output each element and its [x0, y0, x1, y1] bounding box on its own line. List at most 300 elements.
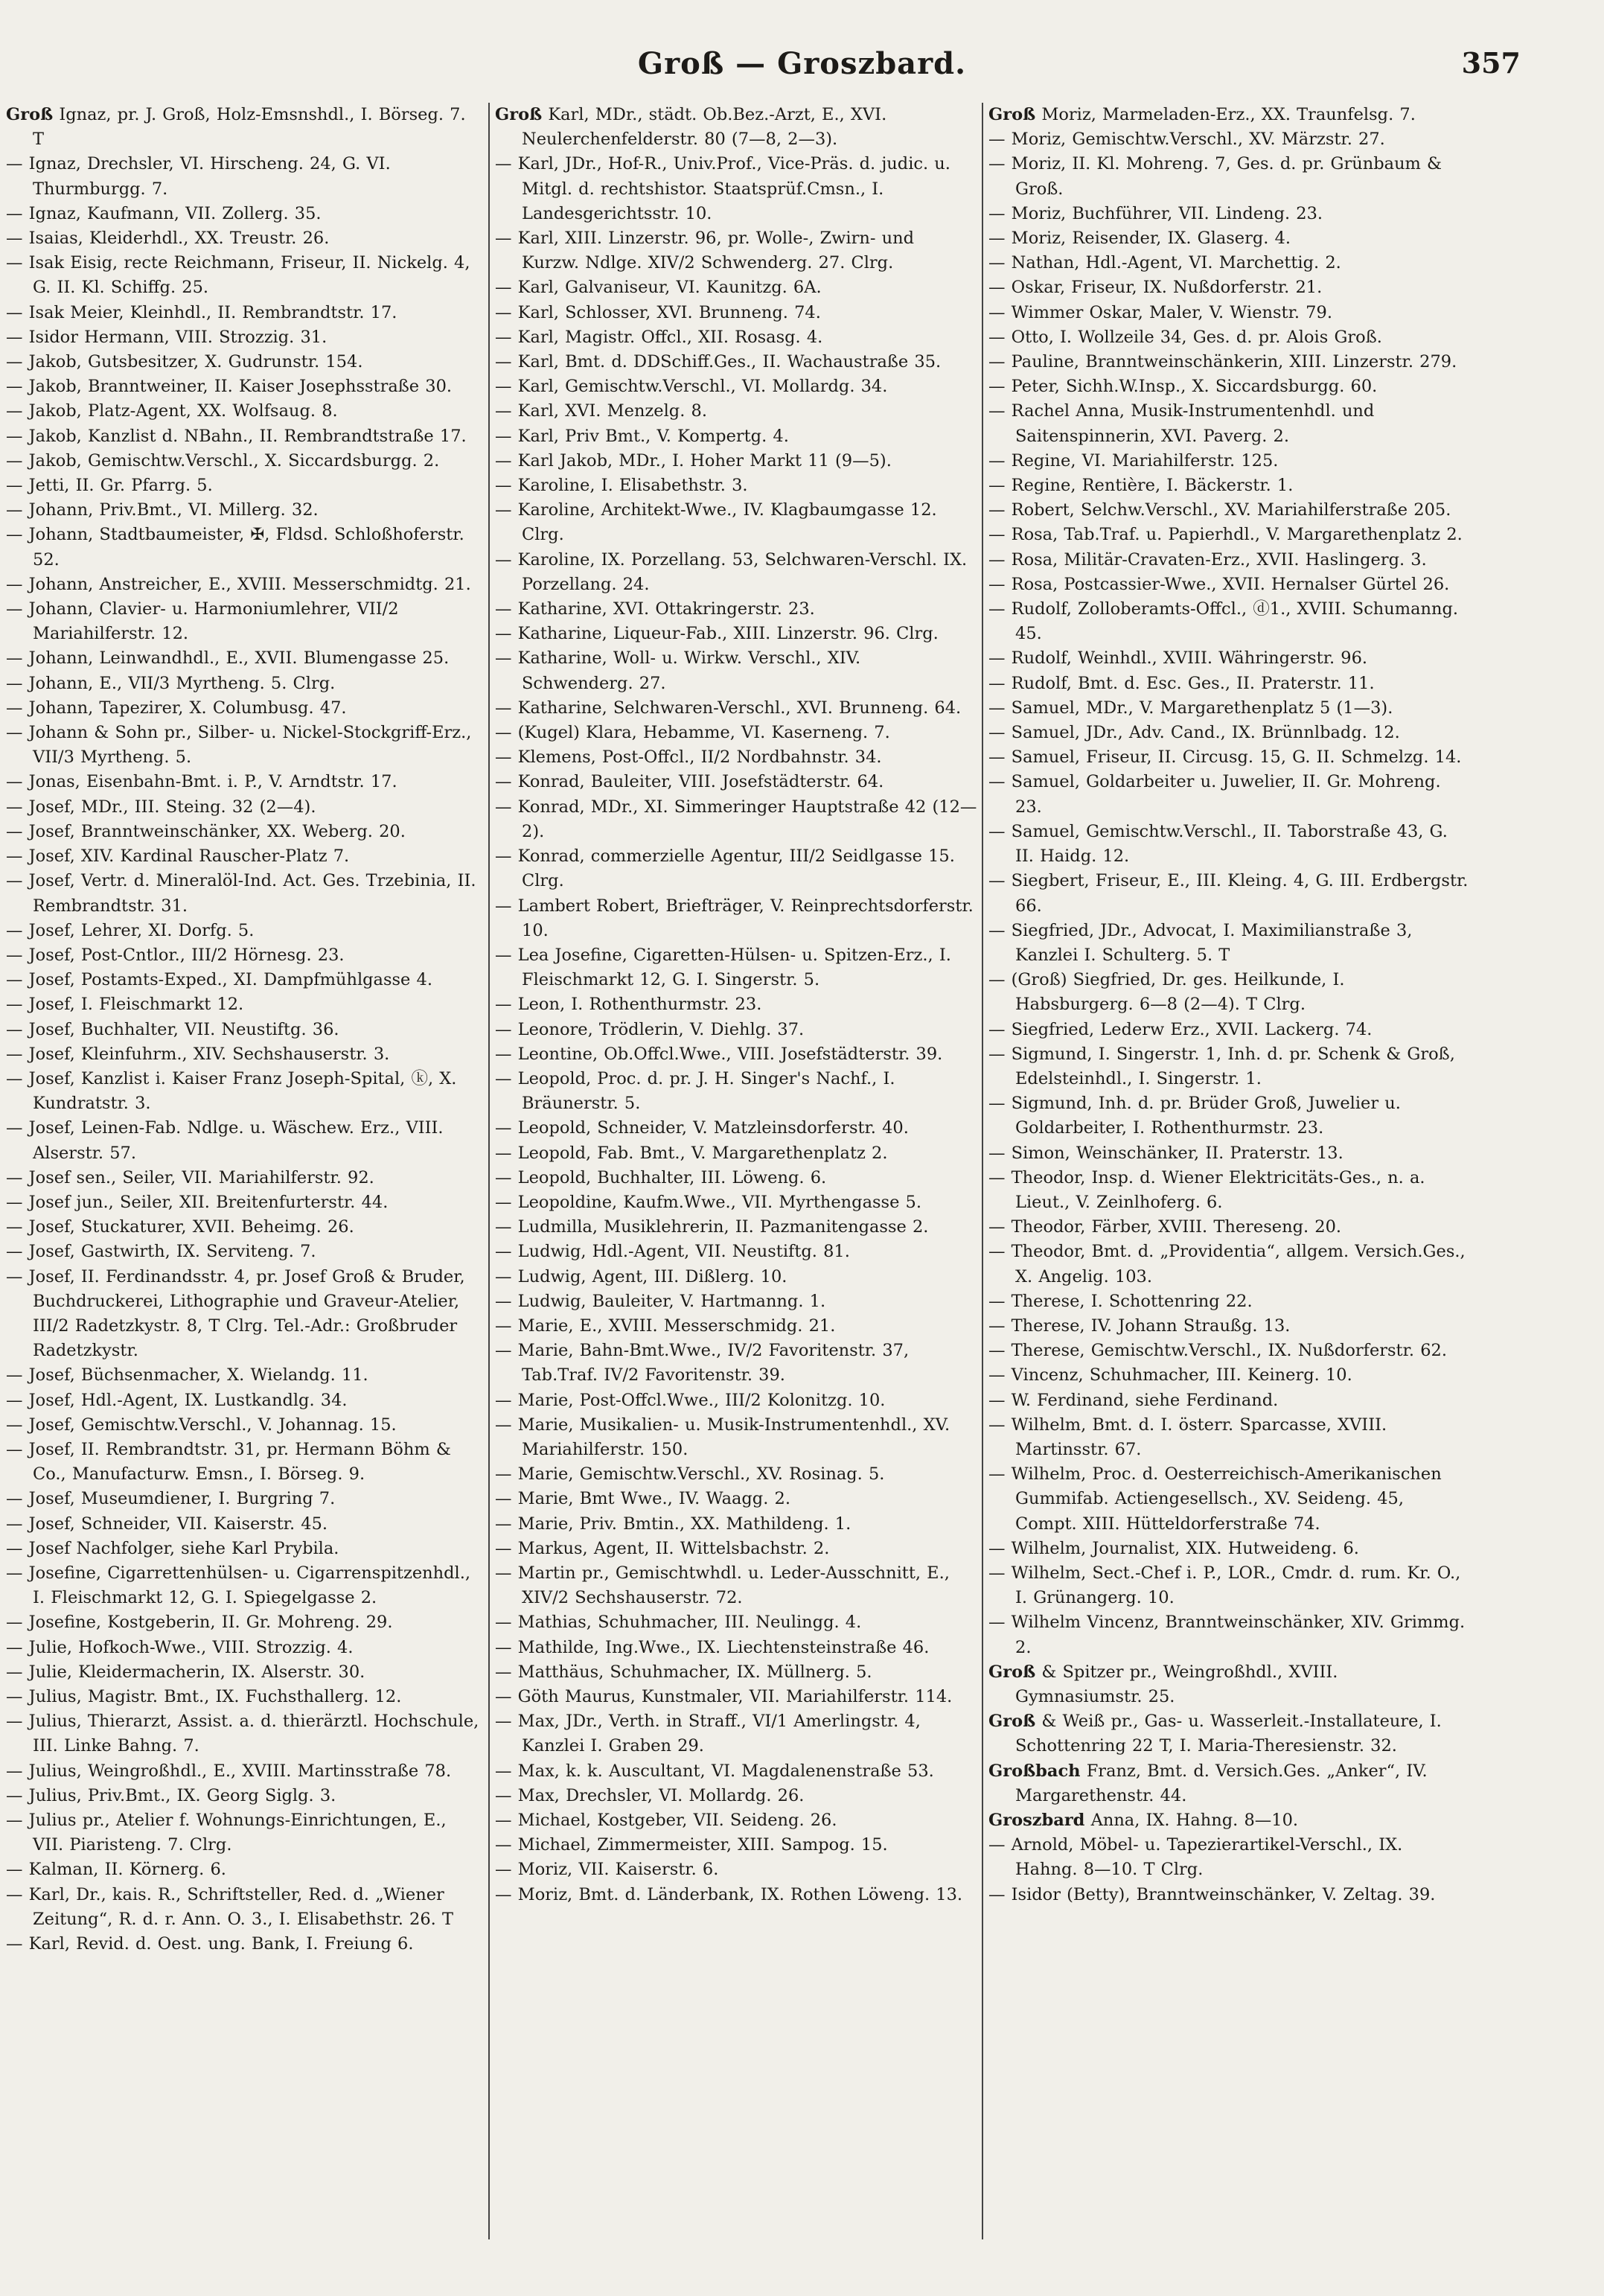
directory-entry: [495, 1784, 977, 1808]
entry-text: — Josef, Büchsenmacher, X. Wielandg. 11.: [6, 1365, 368, 1385]
directory-entry: [495, 1487, 977, 1511]
directory-column-1: [6, 103, 482, 2247]
directory-entry: [6, 795, 482, 820]
directory-entry: [6, 597, 482, 646]
directory-entry: [495, 301, 977, 325]
column-divider: [488, 103, 490, 2239]
entry-text: — Johann, E., VII/3 Myrtheng. 5. Clrg.: [6, 673, 336, 693]
directory-entry: [6, 1265, 482, 1364]
entry-text: — Therese, I. Schottenring 22.: [988, 1291, 1253, 1311]
directory-entry: [6, 1018, 482, 1042]
entry-text: — W. Ferdinand, siehe Ferdinand.: [988, 1390, 1279, 1410]
directory-entry: [988, 473, 1469, 498]
entry-text: — Regine, Rentière, I. Bäckerstr. 1.: [988, 476, 1294, 496]
entry-text: — Julius, Weingroßhdl., E., XVIII. Martinsstraße 78.: [6, 1761, 452, 1781]
directory-entry: [6, 820, 482, 844]
entry-text: — Siegfried, Lederw Erz., XVII. Lackerg. 74.: [988, 1019, 1373, 1039]
directory-entry: [988, 498, 1469, 523]
directory-entry: [6, 498, 482, 523]
entry-text: — Isak Meier, Kleinhdl., II. Rembrandtstr. 17.: [6, 302, 397, 322]
entry-surname: Groß: [988, 1712, 1036, 1732]
entry-text: — Karl, XIII. Linzerstr. 96, pr. Wolle-, Zwirn- und Kurzw. Ndlge. XIV/2 Schwenderg. 27. Clrg.: [495, 229, 915, 273]
directory-entry: [6, 1067, 482, 1116]
directory-entry: [495, 1610, 977, 1635]
entry-text: — Marie, E., XVIII. Messerschmidg. 21.: [495, 1316, 836, 1336]
entry-text: — Theodor, Färber, XVIII. Thereseng. 20.: [988, 1217, 1342, 1237]
entry-text: — Rosa, Postcassier-Wwe., XVII. Hernalser Gürtel 26.: [988, 574, 1450, 594]
entry-surname: Groß: [988, 1662, 1036, 1682]
entry-text: — Matthäus, Schuhmacher, IX. Müllnerg. 5.: [495, 1662, 872, 1682]
directory-entry: [495, 1215, 977, 1240]
directory-entry: [6, 721, 482, 770]
directory-entry: [6, 968, 482, 992]
directory-entry: [988, 1883, 1469, 1907]
directory-entry: [495, 1709, 977, 1758]
directory-entry: [495, 844, 977, 893]
entry-text: — Moriz, Buchführer, VII. Lindeng. 23.: [988, 203, 1323, 223]
entry-text: — Leopold, Fab. Bmt., V. Margarethenplatz 2.: [495, 1143, 888, 1163]
entry-text: — Isak Eisig, recte Reichmann, Friseur, II. Nickelg. 4, G. II. Kl. Schiffg. 25.: [6, 253, 470, 298]
entry-text: — Leonore, Trödlerin, V. Diehlg. 37.: [495, 1019, 805, 1039]
entry-text: Franz, Bmt. d. Versich.Ges. „Anker“, IV. Margarethenstr. 44.: [1015, 1761, 1428, 1805]
directory-entry: [495, 1166, 977, 1190]
directory-entry: [988, 672, 1469, 696]
entry-text: — Martin pr., Gemischtwhdl. u. Leder-Ausschnitt, E., XIV/2 Sechshauserstr. 72.: [495, 1563, 950, 1608]
directory-entry: [495, 1141, 977, 1166]
directory-entry: [6, 1042, 482, 1067]
entry-text: — Katharine, Woll- u. Wirkw. Verschl., XIV. Schwenderg. 27.: [495, 648, 861, 693]
directory-entry: [495, 1265, 977, 1289]
directory-entry: [988, 1561, 1469, 1610]
entry-text: — Rudolf, Bmt. d. Esc. Ges., II. Praterstr. 11.: [988, 673, 1375, 693]
entry-text: — Wilhelm Vincenz, Branntweinschänker, XIV. Grimmg. 2.: [988, 1613, 1466, 1657]
entry-text: — Moriz, Reisender, IX. Glaserg. 4.: [988, 229, 1291, 249]
entry-text: — Wilhelm, Journalist, XIX. Hutweideng. 6.: [988, 1538, 1359, 1558]
entry-text: — Josef, Leinen-Fab. Ndlge. u. Wäschew. Erz., VIII. Alserstr. 57.: [6, 1118, 444, 1163]
directory-entry: [6, 523, 482, 572]
directory-entry: [6, 1709, 482, 1758]
directory-entry: [495, 745, 977, 770]
entry-text: — Max, k. k. Auscultant, VI. Magdalenenstraße 53.: [495, 1761, 934, 1781]
directory-entry: [988, 1339, 1469, 1363]
entry-text: — Karl, XVI. Menzelg. 8.: [495, 401, 707, 421]
entry-text: — Robert, Selchw.Verschl., XV. Mariahilferstraße 205.: [988, 500, 1451, 520]
entry-text: — Jonas, Eisenbahn-Bmt. i. P., V. Arndtstr. 17.: [6, 772, 397, 792]
entry-text: — Karl, Bmt. d. DDSchiff.Ges., II. Wachaustraße 35.: [495, 352, 942, 372]
entry-text: — Konrad, commerzielle Agentur, III/2 Seidlgasse 15. Clrg.: [495, 846, 955, 891]
entry-text: — Leopoldine, Kaufm.Wwe., VII. Myrthengasse 5.: [495, 1192, 922, 1212]
directory-entry: [6, 1438, 482, 1487]
directory-entry: [495, 1339, 977, 1388]
directory-entry: [495, 622, 977, 646]
directory-entry: [988, 226, 1469, 251]
directory-entry: [6, 1883, 482, 1932]
directory-entry: [495, 1067, 977, 1116]
directory-entry: [988, 1018, 1469, 1042]
directory-entry: [495, 770, 977, 794]
directory-entry: [6, 696, 482, 721]
directory-entry: [495, 1883, 977, 1907]
entry-surname: Groszbard: [988, 1811, 1085, 1831]
entry-text: — Sigmund, Inh. d. pr. Brüder Groß, Juwelier u. Goldarbeiter, I. Rothenthurmstr. 23.: [988, 1094, 1401, 1138]
entry-text: — Isaias, Kleiderhdl., XX. Treustr. 26.: [6, 229, 330, 249]
directory-entry: [6, 449, 482, 473]
directory-entry: [6, 473, 482, 498]
directory-entry: [495, 473, 977, 498]
entry-text: — Ignaz, Kaufmann, VII. Zollerg. 35.: [6, 203, 322, 223]
directory-column-2: [495, 103, 977, 2247]
directory-entry: [6, 1932, 482, 1957]
directory-entry: [988, 1042, 1469, 1091]
entry-text: — Samuel, Friseur, II. Circusg. 15, G. II. Schmelzg. 14.: [988, 747, 1462, 768]
entry-text: — Marie, Bahn-Bmt.Wwe., IV/2 Favoritenstr. 37, Tab.Traf. IV/2 Favoritenstr. 39.: [495, 1341, 910, 1385]
entry-text: — Rudolf, Weinhdl., XVIII. Währingerstr. 96.: [988, 648, 1368, 669]
directory-entry: [495, 548, 977, 597]
directory-entry: [988, 523, 1469, 547]
directory-entry: [495, 498, 977, 547]
entry-text: — Theodor, Bmt. d. „Providentia“, allgem. Versich.Ges., X. Angelig. 103.: [988, 1242, 1466, 1286]
entry-text: — Karl, Revid. d. Oest. ung. Bank, I. Freiung 6.: [6, 1934, 414, 1954]
directory-entry: [495, 1190, 977, 1215]
directory-entry: [6, 350, 482, 374]
directory-entry: [6, 424, 482, 449]
entry-text: — Josefine, Kostgeberin, II. Gr. Mohreng. 29.: [6, 1613, 393, 1633]
entry-text: — Samuel, MDr., V. Margarethenplatz 5 (1—3).: [988, 698, 1393, 718]
entry-text: — (Groß) Siegfried, Dr. ges. Heilkunde, I. Habsburgerg. 6—8 (2—4). T Clrg.: [988, 970, 1345, 1015]
entry-text: — Marie, Musikalien- u. Musik-Instrumentenhdl., XV. Mariahilferstr. 150.: [495, 1415, 950, 1459]
entry-text: — Marie, Gemischtw.Verschl., XV. Rosinag. 5.: [495, 1464, 885, 1485]
entry-text: — Sigmund, I. Singerstr. 1, Inh. d. pr. Schenk & Groß, Edelsteinhdl., I. Singerstr. 1.: [988, 1044, 1455, 1088]
directory-entry: [495, 1857, 977, 1882]
entry-text: — Max, Drechsler, VI. Mollardg. 26.: [495, 1785, 805, 1805]
directory-entry: [495, 597, 977, 622]
entry-text: — Siegfried, JDr., Advocat, I. Maximilianstraße 3, Kanzlei I. Schulterg. 5. T: [988, 920, 1413, 965]
entry-text: — Johann, Tapezirer, X. Columbusg. 47.: [6, 698, 347, 718]
directory-entry: [6, 672, 482, 696]
entry-text: — Oskar, Friseur, IX. Nußdorferstr. 21.: [988, 278, 1323, 298]
directory-entry: [495, 350, 977, 374]
directory-entry: [495, 1636, 977, 1660]
directory-entry: [495, 1833, 977, 1857]
directory-entry: [6, 1116, 482, 1165]
directory-entry: [988, 1610, 1469, 1659]
column-divider: [982, 103, 983, 2239]
directory-entry: [988, 251, 1469, 275]
entry-text: — (Kugel) Klara, Hebamme, VI. Kaserneng. 7.: [495, 723, 890, 743]
entry-text: — Josef, II. Ferdinandsstr. 4, pr. Josef Groß & Bruder, Buchdruckerei, Lithographie und Graveur-Atelier, III/2 Radetzkystr. 8, T Clrg. Tel.-Adr.: Großbruder Radetzkystr.: [6, 1266, 465, 1361]
entry-text: — Samuel, Goldarbeiter u. Juwelier, II. Gr. Mohreng. 23.: [988, 772, 1441, 817]
directory-entry: [988, 399, 1469, 448]
directory-entry: [988, 1709, 1469, 1758]
directory-entry: [495, 226, 977, 275]
directory-entry: [6, 770, 482, 794]
entry-text: — Julius, Priv.Bmt., IX. Georg Siglg. 3.: [6, 1785, 336, 1805]
entry-text: Anna, IX. Hahng. 8—10.: [1084, 1811, 1299, 1831]
directory-entry: [988, 770, 1469, 819]
entry-text: — Josef, Buchhalter, VII. Neustiftg. 36.: [6, 1019, 339, 1039]
entry-text: — Josef, MDr., III. Steing. 32 (2—4).: [6, 797, 316, 817]
entry-text: & Weiß pr., Gas- u. Wasserleit.-Installateure, I. Schottenring 22 T, I. Maria-Theresienstr. 32.: [1015, 1712, 1442, 1756]
directory-entry: [6, 1561, 482, 1610]
entry-text: — Moriz, Bmt. d. Länderbank, IX. Rothen Löweng. 13.: [495, 1884, 963, 1904]
directory-entry: [988, 820, 1469, 869]
entry-text: — Josef, Hdl.-Agent, IX. Lustkandlg. 34.: [6, 1390, 348, 1410]
directory-entry: [6, 251, 482, 300]
directory-entry: [988, 869, 1469, 918]
directory-entry: [495, 1660, 977, 1685]
directory-entry: [495, 1042, 977, 1067]
entry-text: — Jakob, Gutsbesitzer, X. Gudrunstr. 154.: [6, 352, 363, 372]
directory-entry: [988, 1240, 1469, 1289]
directory-entry: [495, 1413, 977, 1462]
entry-text: — Josef, Stuckaturer, XVII. Beheimg. 26.: [6, 1217, 354, 1237]
entry-text: — Johann, Priv.Bmt., VI. Millerg. 32.: [6, 500, 319, 520]
running-head: Groß — Groszbard.: [637, 46, 967, 81]
entry-text: — Josef, Museumdiener, I. Burgring 7.: [6, 1489, 336, 1509]
directory-entry: [988, 350, 1469, 374]
entry-text: — Karl Jakob, MDr., I. Hoher Markt 11 (9—5).: [495, 450, 892, 471]
directory-entry: [6, 1240, 482, 1264]
entry-text: Ignaz, pr. J. Groß, Holz-Emsnshdl., I. Börseg. 7. T: [33, 105, 466, 150]
entry-text: — Julius, Magistr. Bmt., IX. Fuchsthallerg. 12.: [6, 1687, 402, 1706]
directory-entry: [988, 1833, 1469, 1882]
entry-text: — Kalman, II. Körnerg. 6.: [6, 1860, 226, 1880]
directory-entry: [988, 646, 1469, 671]
directory-entry: [988, 1462, 1469, 1537]
directory-entry: [6, 1610, 482, 1635]
entry-text: — Samuel, Gemischtw.Verschl., II. Taborstraße 43, G. II. Haidg. 12.: [988, 821, 1448, 867]
directory-entry: [495, 721, 977, 745]
directory-entry: [6, 844, 482, 869]
entry-text: — Julie, Hofkoch-Wwe., VIII. Strozzig. 4.: [6, 1637, 354, 1657]
entry-text: — Göth Maurus, Kunstmaler, VII. Mariahilferstr. 114.: [495, 1687, 953, 1706]
entry-text: — Isidor (Betty), Branntweinschänker, V. Zeltag. 39.: [988, 1884, 1436, 1904]
entry-text: — Josef jun., Seiler, XII. Breitenfurterstr. 44.: [6, 1192, 389, 1212]
entry-text: — Mathias, Schuhmacher, III. Neulingg. 4.: [495, 1613, 862, 1633]
entry-text: — Josef, Vertr. d. Mineralöl-Ind. Act. Ges. Trzebinia, II. Rembrandtstr. 31.: [6, 871, 476, 916]
entry-text: — Johann, Stadtbaumeister, ✠, Fldsd. Schloßhoferstr. 52.: [6, 525, 464, 570]
entry-text: — Leopold, Buchhalter, III. Löweng. 6.: [495, 1167, 827, 1187]
entry-text: — Josef, XIV. Kardinal Rauscher-Platz 7.: [6, 846, 350, 867]
directory-entry: [6, 573, 482, 597]
entry-text: — Katharine, XVI. Ottakringerstr. 23.: [495, 599, 815, 619]
directory-entry: [988, 696, 1469, 721]
entry-text: — Rudolf, Zolloberamts-Offcl., ⓓ1., XVIII. Schumanng. 45.: [988, 599, 1459, 644]
entry-text: — Karoline, I. Elisabethstr. 3.: [495, 476, 748, 496]
entry-text: — Josef, Postamts-Exped., XI. Dampfmühlgasse 4.: [6, 970, 432, 990]
directory-entry: [6, 992, 482, 1017]
entry-text: — Jakob, Gemischtw.Verschl., X. Siccardsburgg. 2.: [6, 450, 440, 471]
directory-entry: [988, 1537, 1469, 1561]
directory-entry: [988, 103, 1469, 127]
entry-text: — Johann, Anstreicher, E., XVIII. Messerschmidtg. 21.: [6, 574, 471, 594]
directory-entry: [988, 1141, 1469, 1166]
entry-text: — Julius pr., Atelier f. Wohnungs-Einrichtungen, E., VII. Piaristeng. 7. Clrg.: [6, 1811, 447, 1855]
directory-entry: [6, 1215, 482, 1240]
directory-entry: [495, 275, 977, 300]
directory-entry: [6, 919, 482, 943]
entry-text: — Josef, Lehrer, XI. Dorfg. 5.: [6, 920, 255, 940]
directory-entry: [495, 795, 977, 844]
entry-text: — Theodor, Insp. d. Wiener Elektricitäts-Ges., n. a. Lieut., V. Zeinlhoferg. 6.: [988, 1167, 1425, 1212]
directory-entry: [495, 1561, 977, 1610]
directory-entry: [495, 1512, 977, 1537]
directory-entry: [495, 1314, 977, 1339]
entry-text: — Josef, Kleinfuhrm., XIV. Sechshauserstr. 3.: [6, 1044, 390, 1064]
directory-entry: [495, 1808, 977, 1833]
entry-text: — Vincenz, Schuhmacher, III. Keinerg. 10.: [988, 1365, 1352, 1385]
entry-text: — Pauline, Branntweinschänkerin, XIII. Linzerstr. 279.: [988, 352, 1457, 372]
entry-text: — Peter, Sichh.W.Insp., X. Siccardsburgg. 60.: [988, 377, 1378, 397]
entry-surname: Großbach: [988, 1761, 1081, 1781]
directory-entry: [988, 1091, 1469, 1141]
entry-text: — Jakob, Branntweiner, II. Kaiser Josephsstraße 30.: [6, 377, 453, 397]
page-header: [0, 46, 1604, 98]
entry-text: — Moriz, Gemischtw.Verschl., XV. Märzstr. 27.: [988, 130, 1385, 150]
entry-text: — Josef sen., Seiler, VII. Mariahilferstr. 92.: [6, 1167, 374, 1187]
entry-text: — Karl, Dr., kais. R., Schriftsteller, Red. d. „Wiener Zeitung“, R. d. r. Ann. O. 3., I. Elisabethstr. 26. T: [6, 1884, 453, 1929]
entry-text: — Julie, Kleidermacherin, IX. Alserstr. 30.: [6, 1662, 365, 1682]
entry-text: — Johann, Clavier- u. Harmoniumlehrer, VII/2 Mariahilferstr. 12.: [6, 599, 399, 644]
entry-text: — Karl, JDr., Hof-R., Univ.Prof., Vice-Präs. d. judic. u. Mitgl. d. rechtshistor. Staatsprüf.Cmsn., I. Landesgerichtsstr. 10.: [495, 154, 950, 223]
entry-text: — Konrad, MDr., XI. Simmeringer Hauptstraße 42 (12—2).: [495, 797, 977, 841]
directory-entry: [6, 1808, 482, 1857]
directory-entry: [6, 301, 482, 325]
entry-text: — Katharine, Selchwaren-Verschl., XVI. Brunneng. 64.: [495, 698, 962, 718]
entry-text: — Leopold, Proc. d. pr. J. H. Singer's Nachf., I. Bräunerstr. 5.: [495, 1068, 895, 1114]
entry-text: — Karl, Priv Bmt., V. Kompertg. 4.: [495, 426, 789, 446]
directory-entry: [6, 1487, 482, 1511]
directory-entry: [6, 374, 482, 399]
directory-entry: [6, 226, 482, 251]
entry-text: — Wilhelm, Proc. d. Oesterreichisch-Amerikanischen Gummifab. Actiengesellsch., XV. Seideng. 45, Compt. XIII. Hütteldorferstraße 74.: [988, 1464, 1442, 1534]
entry-text: — Karoline, IX. Porzellang. 53, Selchwaren-Verschl. IX. Porzellang. 24.: [495, 549, 968, 594]
entry-text: — Josef, I. Fleischmarkt 12.: [6, 995, 244, 1015]
entry-text: — Leontine, Ob.Offcl.Wwe., VIII. Josefstädterstr. 39.: [495, 1044, 943, 1064]
entry-text: — Leopold, Schneider, V. Matzleinsdorferstr. 40.: [495, 1118, 909, 1138]
directory-entry: [6, 1363, 482, 1388]
directory-entry: [988, 919, 1469, 968]
directory-entry: [495, 103, 977, 152]
directory-entry: [495, 1018, 977, 1042]
entry-text: — Klemens, Post-Offcl., II/2 Nordbahnstr. 34.: [495, 747, 882, 768]
entry-text: — Jakob, Platz-Agent, XX. Wolfsaug. 8.: [6, 401, 338, 421]
entry-text: — Josef Nachfolger, siehe Karl Prybila.: [6, 1538, 339, 1558]
directory-entry: [495, 374, 977, 399]
entry-text: — Therese, Gemischtw.Verschl., IX. Nußdorferstr. 62.: [988, 1341, 1447, 1361]
entry-text: & Spitzer pr., Weingroßhdl., XVIII. Gymnasiumstr. 25.: [1015, 1662, 1338, 1706]
directory-entry: [6, 1512, 482, 1537]
directory-entry: [988, 275, 1469, 300]
entry-text: Karl, MDr., städt. Ob.Bez.-Arzt, E., XVI. Neulerchenfelderstr. 80 (7—8, 2—3).: [522, 105, 887, 150]
entry-text: — Isidor Hermann, VIII. Strozzig. 31.: [6, 327, 327, 347]
directory-entry: [495, 1759, 977, 1784]
entry-text: — Leon, I. Rothenthurmstr. 23.: [495, 995, 762, 1015]
entry-text: — Lambert Robert, Briefträger, V. Reinprechtsdorferstr. 10.: [495, 896, 974, 940]
entry-text: — Michael, Zimmermeister, XIII. Sampog. 15.: [495, 1835, 888, 1855]
entry-text: — Marie, Post-Offcl.Wwe., III/2 Kolonitzg. 10.: [495, 1390, 886, 1410]
entry-text: — Moriz, II. Kl. Mohreng. 7, Ges. d. pr. Grünbaum & Groß.: [988, 154, 1442, 199]
directory-entry: [495, 894, 977, 943]
entry-text: — Johann & Sohn pr., Silber- u. Nickel-Stockgriff-Erz., VII/3 Myrtheng. 5.: [6, 723, 472, 768]
entry-text: — Karl, Gemischtw.Verschl., VI. Mollardg. 34.: [495, 377, 888, 397]
directory-entry: [6, 869, 482, 918]
directory-entry: [495, 325, 977, 350]
directory-entry: [988, 1314, 1469, 1339]
directory-entry: [495, 696, 977, 721]
directory-entry: [988, 1215, 1469, 1240]
entry-text: — Siegbert, Friseur, E., III. Kleing. 4, G. III. Erdbergstr. 66.: [988, 871, 1469, 916]
directory-entry: [988, 745, 1469, 770]
directory-column-3: [988, 103, 1469, 2247]
entry-surname: Groß: [6, 105, 54, 124]
directory-entry: [6, 943, 482, 968]
entry-text: — Josef, Schneider, VII. Kaiserstr. 45.: [6, 1514, 328, 1534]
entry-text: — Ludmilla, Musiklehrerin, II. Pazmanitengasse 2.: [495, 1217, 929, 1237]
entry-text: — Wilhelm, Sect.-Chef i. P., LOR., Cmdr. d. rum. Kr. O., I. Grünangerg. 10.: [988, 1563, 1461, 1608]
directory-entry: [6, 1388, 482, 1413]
directory-entry: [495, 646, 977, 695]
entry-text: — Ignaz, Drechsler, VI. Hirscheng. 24, G. VI. Thurmburgg. 7.: [6, 154, 391, 199]
entry-text: — Johann, Leinwandhdl., E., XVII. Blumengasse 25.: [6, 648, 450, 669]
entry-text: — Josef, Kanzlist i. Kaiser Franz Joseph-Spital, ⓚ, X. Kundratstr. 3.: [6, 1068, 457, 1114]
entry-text: — Marie, Priv. Bmtin., XX. Mathildeng. 1.: [495, 1514, 851, 1534]
entry-text: Moriz, Marmeladen-Erz., XX. Traunfelsg. 7.: [1035, 105, 1416, 124]
entry-text: — Samuel, JDr., Adv. Cand., IX. Brünnlbadg. 12.: [988, 723, 1400, 743]
directory-entry: [495, 424, 977, 449]
directory-entry: [495, 1116, 977, 1141]
directory-entry: [6, 646, 482, 671]
entry-text: — Josefine, Cigarrettenhülsen- u. Cigarrenspitzenhdl., I. Fleischmarkt 12, G. I. Spiegelgasse 2.: [6, 1563, 471, 1608]
entry-text: — Simon, Weinschänker, II. Praterstr. 13.: [988, 1143, 1343, 1163]
directory-entry: [495, 152, 977, 226]
entry-text: — Rosa, Militär-Cravaten-Erz., XVII. Haslingerg. 3.: [988, 549, 1427, 570]
entry-text: — Nathan, Hdl.-Agent, VI. Marchettig. 2.: [988, 253, 1341, 273]
directory-entry: [495, 1289, 977, 1314]
entry-text: — Max, JDr., Verth. in Straff., VI/1 Amerlingstr. 4, Kanzlei I. Graben 29.: [495, 1712, 921, 1756]
entry-text: — Wimmer Oskar, Maler, V. Wienstr. 79.: [988, 302, 1332, 322]
directory-entry: [495, 1240, 977, 1264]
directory-entry: [6, 1166, 482, 1190]
directory-entry: [495, 399, 977, 424]
entry-text: — Ludwig, Agent, III. Dißlerg. 10.: [495, 1266, 787, 1286]
directory-entry: [495, 449, 977, 473]
directory-entry: [988, 597, 1469, 646]
entry-surname: Groß: [988, 105, 1036, 124]
directory-entry: [6, 325, 482, 350]
directory-entry: [988, 449, 1469, 473]
directory-entry: [6, 1660, 482, 1685]
page-number: 357: [1461, 46, 1521, 80]
entry-text: — Rachel Anna, Musik-Instrumentenhdl. und Saitenspinnerin, XVI. Paverg. 2.: [988, 401, 1375, 446]
directory-entry: [988, 127, 1469, 152]
entry-text: — Mathilde, Ing.Wwe., IX. Liechtensteinstraße 46.: [495, 1637, 930, 1657]
entry-text: — Wilhelm, Bmt. d. I. österr. Sparcasse, XVIII. Martinsstr. 67.: [988, 1415, 1387, 1459]
entry-text: — Karl, Galvaniseur, VI. Kaunitzg. 6A.: [495, 278, 822, 298]
entry-text: — Katharine, Liqueur-Fab., XIII. Linzerstr. 96. Clrg.: [495, 624, 939, 644]
directory-entry: [6, 202, 482, 226]
directory-entry: [988, 1660, 1469, 1709]
entry-text: — Jetti, II. Gr. Pfarrg. 5.: [6, 476, 213, 496]
entry-text: — Josef, Gemischtw.Verschl., V. Johannag. 15.: [6, 1415, 397, 1435]
entry-text: — Konrad, Bauleiter, VIII. Josefstädterstr. 64.: [495, 772, 884, 792]
directory-entry: [6, 1190, 482, 1215]
directory-entry: [988, 1388, 1469, 1413]
directory-entry: [988, 548, 1469, 573]
directory-entry: [495, 1685, 977, 1709]
entry-text: — Josef, Gastwirth, IX. Serviteng. 7.: [6, 1242, 316, 1262]
entry-text: — Markus, Agent, II. Wittelsbachstr. 2.: [495, 1538, 830, 1558]
